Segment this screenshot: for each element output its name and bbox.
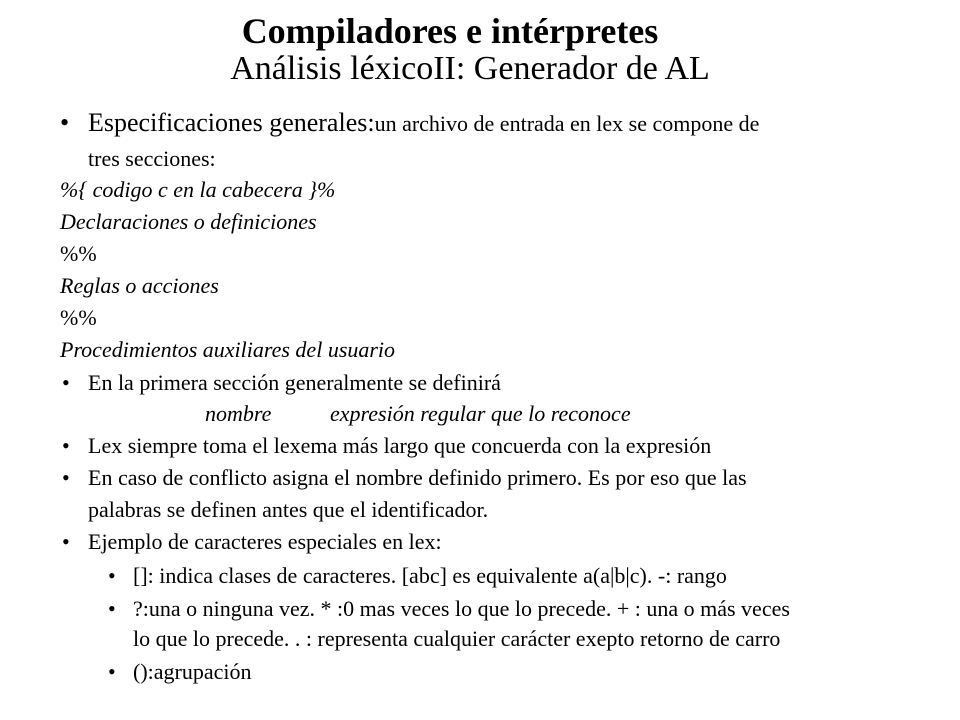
conflict-line-1: En caso de conflicto asigna el nombre definido primero. Es por eso que las <box>88 465 747 490</box>
spec-text-2: tres secciones: <box>88 146 216 171</box>
special-item: ():agrupación <box>133 659 252 684</box>
conflict-line-2: palabras se definen antes que el identificador. <box>88 497 489 522</box>
special-chars-heading: Ejemplo de caracteres especiales en lex: <box>88 529 442 554</box>
section-line: %{ codigo c en la cabecera }% <box>60 177 336 202</box>
first-section-name: nombre <box>205 401 272 426</box>
bullet-dot: • <box>108 659 116 684</box>
bullet-dot: • <box>60 108 70 137</box>
section-line: Declaraciones o definiciones <box>60 209 317 234</box>
special-item: ?:una o ninguna vez. * :0 mas veces lo que lo precede. + : una o más veces <box>133 596 790 621</box>
bullet-dot: • <box>62 465 70 490</box>
section-line: Reglas o acciones <box>60 273 219 298</box>
section-line: Procedimientos auxiliares del usuario <box>60 337 396 362</box>
special-item-cont: lo que lo precede. . : representa cualquier carácter exepto retorno de carro <box>133 626 781 651</box>
slide-subtitle: Análisis léxicoII: Generador de AL <box>230 50 710 87</box>
bullet-dot: • <box>62 370 70 395</box>
section-line: %% <box>60 241 97 266</box>
special-item: []: indica clases de caracteres. [abc] es equivalente a(a|b|c). -: rango <box>133 563 727 588</box>
spec-heading: Especificaciones generales: <box>88 108 375 137</box>
first-section-text: En la primera sección generalmente se definirá <box>88 370 501 395</box>
bullet-dot: • <box>108 563 116 588</box>
longest-match-text: Lex siempre toma el lexema más largo que concuerda con la expresión <box>88 433 712 458</box>
bullet-dot: • <box>62 529 70 554</box>
first-section-regex: expresión regular que lo reconoce <box>330 401 631 426</box>
bullet-dot: • <box>62 433 70 458</box>
slide-title: Compiladores e intérpretes <box>241 11 659 51</box>
spec-line-1 <box>88 108 759 138</box>
spec-text-1: un archivo de entrada en lex se compone de <box>374 111 760 136</box>
section-line: %% <box>60 305 97 330</box>
spec-bullet <box>60 108 69 138</box>
bullet-dot: • <box>108 596 116 621</box>
